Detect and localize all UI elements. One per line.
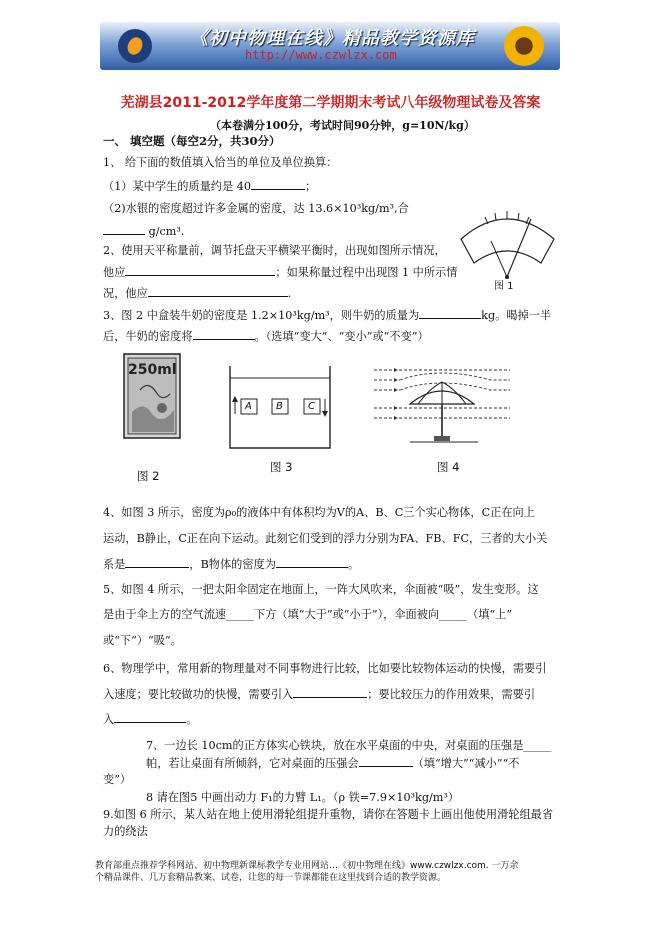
- q9-line2: 力的绕法: [103, 825, 148, 838]
- q8-line1: 8 请在图5 中画出动力 F₁的力臂 L₁。（ρ 铁=7.9×10³kg/m³）: [146, 791, 460, 804]
- q7-line1: 7、一边长 10cm的正方体实心铁块，放在水平桌面的中央，对桌面的压强是_____: [146, 739, 552, 752]
- footer-line-1: 教育部重点推荐学科网站、初中物理新课标教学专业用网站…《初中物理在线》www.czwlzx.com. 一万余: [95, 861, 519, 871]
- q4-line1: 4、如图 3 所示，密度为ρ₀的液体中有体积均为V的A、B、C三个实心物体，C正在向上: [103, 506, 535, 519]
- q7-text-a: 帕，若让桌面有所倾斜，它对桌面的压强会: [146, 757, 359, 770]
- sunflower-icon: [504, 26, 544, 66]
- q1-stem: 1、 给下面的数值填入恰当的单位及单位换算：: [103, 156, 338, 169]
- figure-1-caption: 图 1: [494, 281, 514, 292]
- q1a-end: ；: [304, 180, 317, 193]
- q5-line3: 或“下”）“吸”。: [103, 634, 182, 647]
- q4-text-b: ，B物体的密度为: [189, 558, 276, 571]
- q6-text-a: 入速度；要比较做功的快慢，需要引入: [103, 688, 294, 701]
- footer-line-2: 个精品课件、几万套精品教案、试卷，让您的每一节课都能在这里找到合适的教学资源。: [95, 873, 447, 883]
- q1a-text: （1）某中学生的质量约是 40: [103, 180, 251, 193]
- figure-4-umbrella-wind: [370, 360, 520, 450]
- banner-title: 《初中物理在线》精品教学资源库: [190, 28, 475, 49]
- q1-part-a: [103, 178, 316, 195]
- q2-line2: [103, 264, 457, 281]
- q5-line2: 是由于伞上方的空气流速_____下方（填“大于”或“小于”），伞面被向_____（填“上”: [103, 608, 513, 621]
- q1-part-b: （2)水银的密度超过许多金属的密度，达 13.6×10³kg/m³,合: [103, 202, 409, 215]
- object-a-label: A: [245, 401, 252, 412]
- q1b-blank: [103, 223, 145, 235]
- q3-text-c: 后，牛奶的密度将: [103, 330, 193, 343]
- header-banner: [100, 22, 560, 70]
- figure-4-caption: 图 4: [437, 460, 460, 474]
- subtitle: （本卷满分100分，考试时间90分钟，g=10N/kg）: [210, 119, 475, 132]
- q6-text-c: 入: [103, 713, 115, 726]
- document-title: 芜湖县2011-2012学年度第二学期期末考试八年级物理试卷及答案: [120, 95, 541, 111]
- q3-blank-1: [419, 307, 481, 319]
- q2-text-d: .: [287, 287, 292, 300]
- q6-text-b: ；要比较压力的作用效果，需要引: [367, 688, 536, 701]
- q6-blank-1: [293, 686, 367, 698]
- q3-line1: [103, 307, 551, 324]
- q4-text-c: 。: [347, 558, 360, 571]
- q5-line1: 5、如图 4 所示，一把太阳伞固定在地面上，一阵大风吹来，伞面被“吸”，发生变形。这: [103, 583, 539, 596]
- q2-line3: [103, 285, 291, 302]
- q4-blank-1: [125, 556, 189, 568]
- q3-blank-2: [193, 328, 255, 340]
- object-c-label: C: [308, 401, 315, 412]
- q6-line1: 6、物理学中，常用新的物理量对不同事物进行比较，比如要比较物体运动的快慢，需要引: [103, 662, 547, 675]
- q2-text-a: 他应: [103, 266, 126, 279]
- q6-text-d: 。: [186, 713, 198, 726]
- q3-text-a: 3、图 2 中盒装牛奶的密度是 1.2×10³kg/m³，则牛奶的质量为: [103, 309, 420, 322]
- q7-line2: [146, 755, 520, 772]
- q9-line1: 9.如图 6 所示，某人站在地上使用滑轮组提升重物，请你在答题卡上画出他使用滑轮组最省: [103, 808, 554, 821]
- page-footer: [95, 860, 575, 884]
- q4-line2: 运动，B静止，C正在向下运动。此刻它们受到的浮力分别为FA、FB、FC，三者的大小关: [103, 532, 548, 545]
- q7-line3: 变”）: [103, 773, 132, 786]
- figure-3-caption: 图 3: [270, 460, 293, 474]
- q7-text-b: （填“增大”“减小”“不: [412, 757, 520, 770]
- q2-blank-1: [125, 264, 275, 276]
- q1-part-b-2: [103, 223, 184, 240]
- q6-line3: [103, 711, 197, 728]
- q2-text-b: ；如果称量过程中出现图 1 中所示情: [275, 266, 458, 279]
- q1b-unit: g/cm³.: [148, 225, 185, 238]
- figure-2-caption: 图 2: [137, 469, 160, 483]
- q2-text-c: 况，他应: [103, 287, 148, 300]
- q4-text-a: 系是: [103, 558, 126, 571]
- banner-url[interactable]: http://www.czwlzx.com: [245, 48, 397, 62]
- q1a-blank: [251, 178, 305, 190]
- q4-blank-2: [276, 556, 348, 568]
- q3-text-b: kg。喝掉一半: [481, 309, 552, 322]
- section-heading: 一、 填空题（每空2分，共30分）: [103, 134, 281, 148]
- site-logo-icon: [118, 29, 152, 63]
- object-b-label: B: [276, 401, 283, 412]
- q7-blank: [359, 755, 413, 767]
- q3-text-d: 。（选填“变大”、“变小”或“不变”）: [254, 330, 429, 343]
- q4-line3: [103, 556, 359, 573]
- milk-volume-label: 250ml: [128, 362, 177, 378]
- q6-blank-2: [114, 711, 186, 723]
- q6-line2: [103, 686, 535, 703]
- q2-blank-2: [148, 285, 288, 297]
- q3-line2: [103, 328, 429, 345]
- q2-line1: 2、使用天平称量前，调节托盘天平横梁平衡时，出现如图所示情况，: [103, 244, 446, 257]
